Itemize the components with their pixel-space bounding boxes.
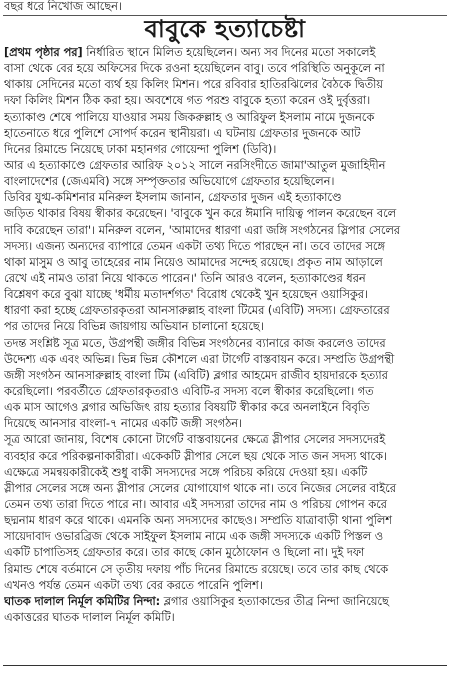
text-line [4, 562, 446, 578]
text-line [4, 110, 446, 126]
text-line [4, 481, 446, 497]
line-text: হাতেনাতে ধরে পুলিশে সোপর্দ করেন স্থানীয়রা। এ ঘটনায় গ্রেফতার দুজনকে আট [4, 126, 361, 140]
line-text: দাবি করেছেন তারা'। মনিরুল বলেন, 'আমাদের ধারণা এরা জঙ্গি সংগঠনের স্লিপার সেলের [4, 223, 400, 237]
line-text: দিনের রিমান্ডে নিয়েছে ঢাকা মহানগর গোয়েন্দা পুলিশ (ডিবি)। [4, 142, 277, 156]
line-text: তদন্ত সংশ্লিষ্ট সূত্র মতে, উগ্রপন্থী জঙ্গীর বিভিন্ন সংগঠনের ব্যানারে কাজ করলেও তাদের [4, 336, 386, 350]
line-text: ছদ্মনাম ধারণ করে থাকে। এমনকি অন্য সদস্যদের কাছেও। সম্প্রতি যাত্রাবাড়ী থানা পুলিশ [4, 514, 392, 528]
line-text: বিশ্লেষণ করে বুঝা যাচ্ছে 'ধর্মীয় মতাদর্শগত' বিরোধ থেকেই খুন হয়েছেন ওয়াসিকুর। [4, 288, 369, 302]
text-line [4, 239, 446, 255]
text-line [4, 255, 446, 271]
line-text: ব্লগার ওয়াসিকুর হত্যাকান্ডের তীব্র নিন্দা জানিয়েছে [160, 594, 389, 608]
line-text: ব্যবহার করে পরিকল্পনাকারীরা। একেকটি স্লীপার সেলে ছয় থেকে সাত জন সদস্য থাকে। [4, 449, 387, 463]
text-line [4, 384, 446, 400]
text-line [4, 271, 446, 287]
text-line [4, 578, 446, 594]
line-text: হত্যাকাণ্ড শেষে পালিয়ে যাওয়ার সময় জিকরুল্লাহ ও আরিফুল ইসলাম নামে দুজনকে [4, 110, 375, 124]
line-text: রেখে এই নামও তারা নিয়ে থাকতে পারেন।' তিনি আরও বলেন, হত্যাকাণ্ডের ধরন [4, 271, 366, 285]
section-divider [3, 665, 447, 666]
line-text: নির্ধারিত স্থানে মিলিত হয়েছিলেন। অন্য সব দিনের মতো সকালেই [82, 46, 376, 59]
text-line [4, 449, 446, 465]
text-line [4, 529, 446, 545]
text-line [4, 400, 446, 416]
text-line [4, 497, 446, 513]
line-text: থাকায় সেদিনের মতো ব্যর্থ হয় কিলিং মিশন। পরে রবিবার হাতিরঝিলের বৈঠকে দ্বিতীয় [4, 78, 383, 92]
text-line [4, 465, 446, 481]
line-text: ডিবির যুগ্ম-কমিশনার মনিরুল ইসলাম জানান, গ্রেফতার দুজন এই হত্যাকাণ্ডে [4, 191, 342, 205]
line-text: আর এ হত্যাকাণ্ডে গ্রেফতার আরিফ ২০১২ সালে নরসিংদীতে জামা'আতুল মুজাহিদীন [4, 158, 386, 172]
text-line [4, 513, 446, 529]
text-line [4, 126, 446, 142]
line-text: একাত্তরের ঘাতক দালাল নির্মূল কমিটি। [4, 610, 175, 624]
line-text: ধারণা করা হচ্ছে গ্রেফতারকৃতরা আনসারুল্লাহ বাংলা টিমের (এবিটি) সদস্য। গ্রেফতারের [4, 304, 390, 318]
line-text: জঙ্গী সংগঠন আনসারুল্লাহ বাংলা টিম (এবিটি) ব্লগার আহমেদ রাজীব হায়দারকে হত্যার [4, 368, 388, 382]
line-text: এক্ষেত্রে সমন্বয়কারীকেই শুধু বাকী সদস্যদের সঙ্গে পরিচয় করিয়ে দেওয়া হয়। একটি [4, 465, 368, 479]
text-line [4, 223, 446, 239]
line-text: থাকা মাসুম ও আবু তাহেরের নাম নিয়েও আমাদের সন্দেহ রয়েছে। প্রকৃত নাম আড়ালে [4, 255, 383, 269]
line-text: সায়েদাবাদ ওভারব্রিজ থেকে সাইফুল ইসলাম নামে এক জঙ্গী সদস্যকে একটি পিস্তল ও [4, 530, 384, 544]
bold-lead-in: ঘাতক দালাল নির্মূল কমিটির নিন্দা: [4, 594, 161, 608]
text-line [4, 77, 446, 93]
text-line [4, 352, 446, 368]
article-headline: বাবুকে হত্যাচেষ্টা [144, 15, 306, 43]
line-text: এখনও পর্যন্ত তেমন একটা তথ্য বের করতে পারেনি পুলিশ। [4, 578, 263, 592]
text-line [4, 142, 446, 158]
text-line [4, 45, 446, 61]
text-line [4, 61, 446, 77]
text-line [4, 336, 446, 352]
text-line [4, 287, 446, 303]
text-line [4, 319, 446, 335]
line-text: জড়িত থাকার বিষয় স্বীকার করেছেন। 'বাবুকে খুন করে ঈমানি দায়িত্ব পালন করেছেন বলে [4, 207, 397, 221]
previous-article-fragment: বছর ধরে নিখোজ আছেন। [4, 0, 122, 13]
line-text: পর তাদের নিয়ে বিভিন্ন জায়গায় অভিযান চালানো হয়েছে। [4, 320, 264, 334]
line-text: সূত্র আরো জানায়, বিশেষ কোনো টার্গেট বাস্তবায়নের ক্ষেত্রে স্লীপার সেলের সদস্যদেরই [4, 433, 386, 447]
article-body [4, 45, 446, 626]
text-line [4, 206, 446, 222]
text-line [4, 174, 446, 190]
line-text: সদস্য। এজন্য অন্যদের ব্যাপারে তেমন একটা তথ্য দিতে পারছেন না। তবে তাদের সঙ্গে [4, 239, 385, 253]
text-line [4, 416, 446, 432]
text-line [4, 190, 446, 206]
line-text: স্লীপার সেলের সঙ্গে অন্য স্লীপার সেলের যোগাযোগ থাকে না। তবে নিজের সেলের বাইরে [4, 481, 396, 495]
line-text: এক মাস আগেও ব্লগার অভিজিৎ রায় হত্যার বিষয়টি স্বীকার করে অনলাইনে বিবৃতি [4, 401, 370, 415]
line-text: একটি চাপাতিসহ গ্রেফতার করে। তার কাছে কোন মুঠোফোন ও ছিলো না। দুই দফা [4, 546, 365, 560]
text-line [4, 303, 446, 319]
line-text: করেছিলো। পরবর্তীতে গ্রেফতারকৃতরাও এবিটি-র সদস্য বলে স্বীকার করেছিলো। গত [4, 384, 374, 398]
text-line [4, 594, 446, 610]
text-line [4, 368, 446, 384]
line-text: তেমন তথ্য তারা দিতে পারে না। আবার এই সদস্যরা তাদের নাম ও পরিচয় গোপন করে [4, 497, 387, 511]
line-text: উদ্দেশ্য এক এবং অভিন্ন। ভিন্ন ভিন্ন কৌশলে এরা টার্গেট বাস্তবায়ন করে। সম্প্রতি উগ্রপন্থী [4, 352, 395, 366]
text-line [4, 93, 446, 109]
text-line [4, 610, 446, 626]
line-text: বাংলাদেশের (জেএমবি) সঙ্গে সম্পৃক্ততার অভিযোগে গ্রেফতার হয়েছিলেন। [4, 175, 335, 189]
line-text: বাসা থেকে বের হয়ে অফিসের দিকে রওনা হয়েছিলেন বাবু। তবে পরিস্থিতি অনুকূলে না [4, 62, 385, 76]
text-line [4, 158, 446, 174]
text-line [4, 432, 446, 448]
text-line [4, 545, 446, 561]
line-text: দফা কিলিং মিশন ঠিক করা হয়। অবশেষে গত পরশু বাবুকে হত্যা করেন ওই দুর্বৃত্তরা। [4, 94, 371, 108]
bold-lead-in: [প্রথম পৃষ্ঠার পর] [4, 46, 83, 59]
line-text: রিমান্ড শেষে বর্তমানে সে তৃতীয় দফায় পাঁচ দিনের রিমান্ডে রয়েছে। তবে তার কাছ থেকে [4, 562, 389, 576]
line-text: দিয়েছে আনসার বাংলা-৭ নামের একটি জঙ্গী সংগঠন। [4, 417, 243, 431]
